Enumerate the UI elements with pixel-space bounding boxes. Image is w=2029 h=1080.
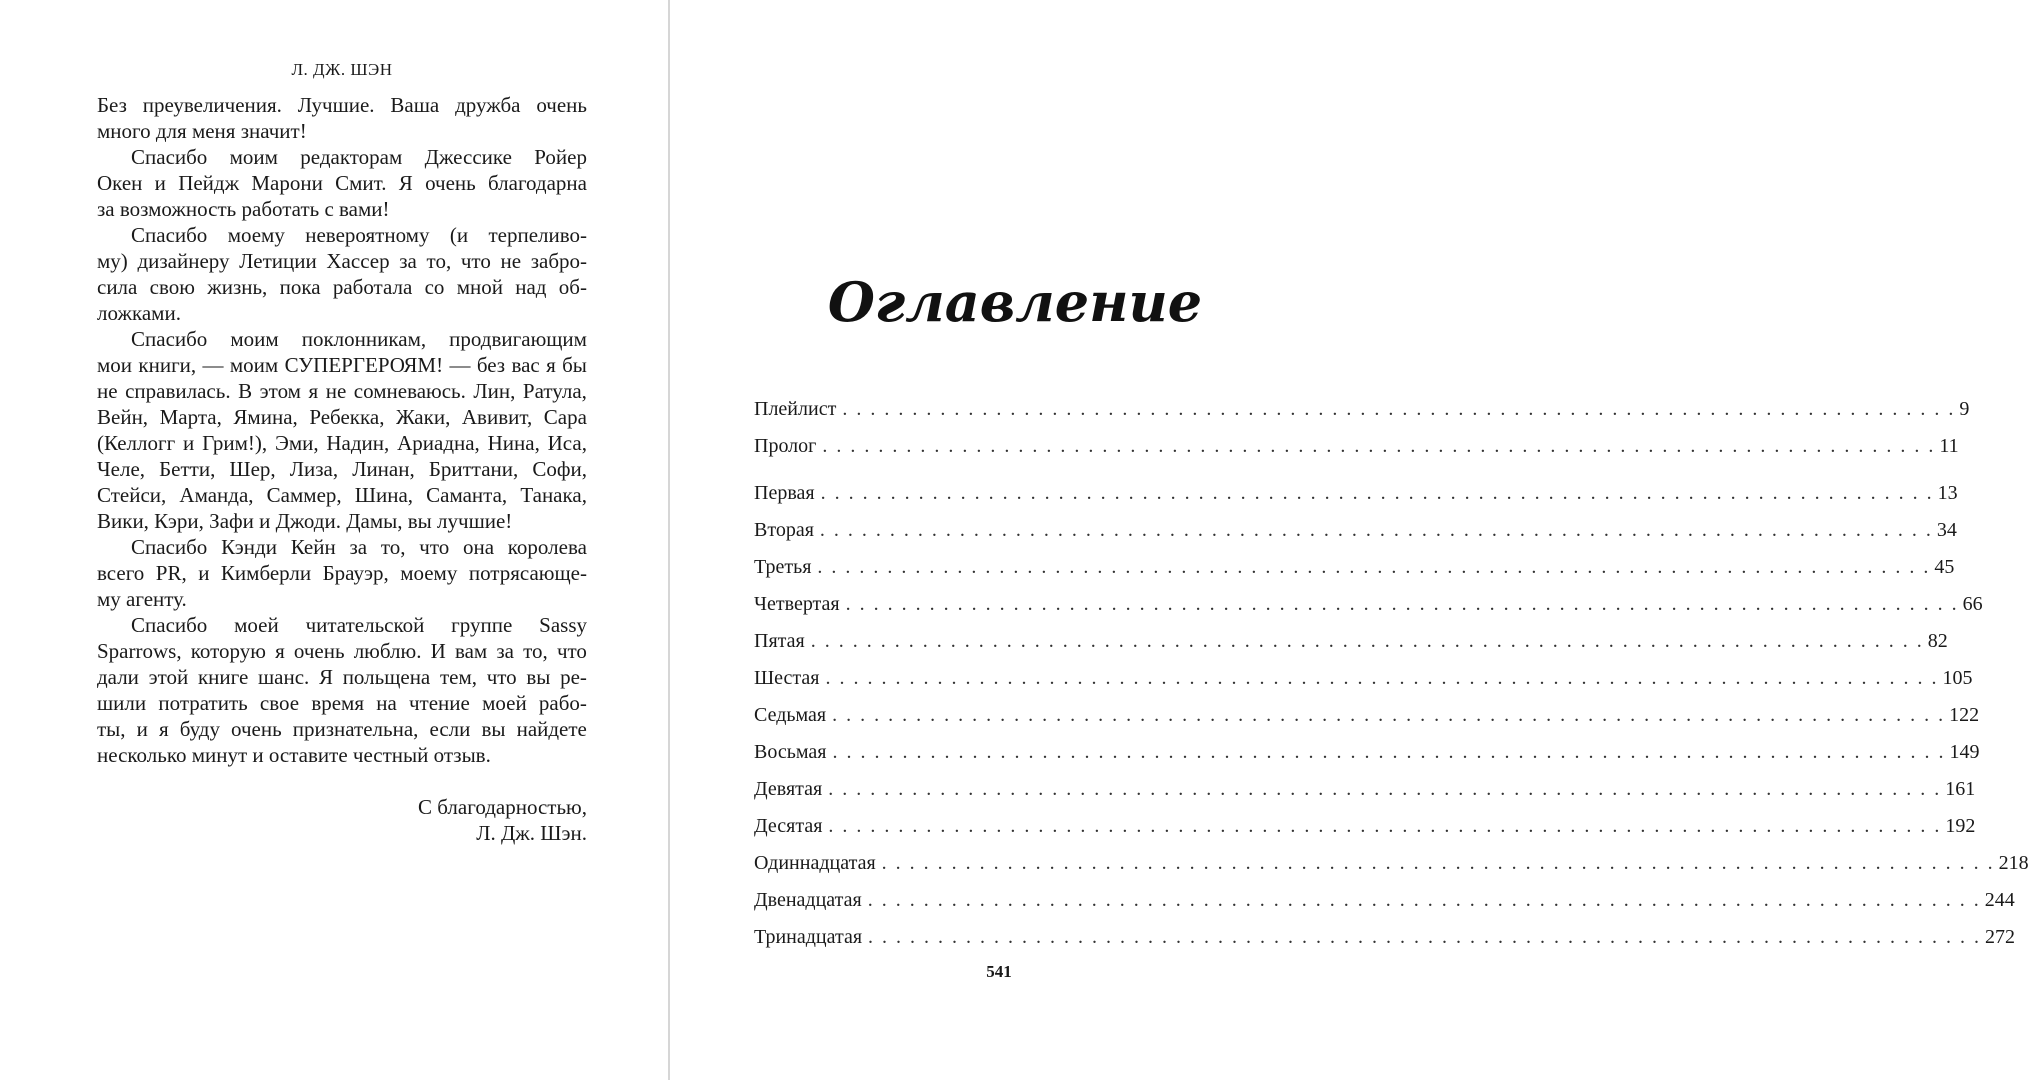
toc-entry-title: Пятая (754, 630, 805, 652)
text-line: Спасибо моей читательской группе Sassy (131, 613, 587, 637)
toc-leader-dots: . . . . . . . . . . . . . . . . . . . . . . . . . . . . . . . . . . . . . . . . . . . . . . . . . . . . . . . . . . . . . . . . . . . . . . . . . . . . . . . . (819, 519, 1933, 541)
toc-entry-page: 244 (1984, 889, 2015, 911)
page-number: 541 (986, 962, 1012, 981)
toc-entry[interactable] (754, 512, 1957, 549)
text-line: не справилась. В этом я не сомневаюсь. Лин, Ратула, (97, 379, 587, 403)
toc-leader-dots: . . . . . . . . . . . . . . . . . . . . . . . . . . . . . . . . . . . . . . . . . . . . . . . . . . . . . . . . . . . . . . . . . . . . . . . . . . . . . . . . (881, 852, 1995, 874)
toc-leader-dots: . . . . . . . . . . . . . . . . . . . . . . . . . . . . . . . . . . . . . . . . . . . . . . . . . . . . . . . . . . . . . . . . . . . . . . . . . . . . . . . . (828, 815, 1942, 837)
text-line: шили потратить свое время на чтение моей рабо- (97, 691, 587, 715)
toc-entry-title: Девятая (754, 778, 823, 800)
toc-leader-dots: . . . . . . . . . . . . . . . . . . . . . . . . . . . . . . . . . . . . . . . . . . . . . . . . . . . . . . . . . . . . . . . . . . . . . . . . . . . . . . . . (828, 778, 1942, 800)
signature-closing: С благодарностью, (418, 795, 587, 819)
text-line: несколько минут и оставите честный отзыв. (97, 743, 491, 767)
toc-entry-title: Седьмая (754, 704, 827, 726)
text-line: Sparrows, которую я очень люблю. И вам за то, что (97, 639, 587, 663)
toc-entry[interactable] (754, 475, 1958, 512)
toc-leader-dots: . . . . . . . . . . . . . . . . . . . . . . . . . . . . . . . . . . . . . . . . . . . . . . . . . . . . . . . . . . . . . . . . . . . . . . . . . . . . . . . . (825, 667, 1939, 689)
signature (97, 794, 587, 846)
toc-entry[interactable] (754, 549, 1955, 586)
toc-entry-page: 82 (1927, 630, 1948, 652)
toc-entry[interactable] (754, 919, 2016, 956)
toc-leader-dots: . . . . . . . . . . . . . . . . . . . . . . . . . . . . . . . . . . . . . . . . . . . . . . . . . . . . . . . . . . . . . . . . . . . . . . . . . . . . . . . . (867, 889, 1981, 911)
text-line: Вейн, Марта, Ямина, Ребекка, Жаки, Авивит, Сара (97, 405, 587, 429)
toc-entry-title: Тринадцатая (754, 926, 863, 948)
text-line: Без преувеличения. Лучшие. Ваша дружба очень (97, 93, 587, 117)
toc-entry-title: Десятая (754, 815, 823, 837)
toc-entry-title: Вторая (754, 519, 814, 541)
toc-entry[interactable] (754, 660, 1973, 697)
text-line: Спасибо моим поклонникам, продвигающим (131, 327, 587, 351)
text-line: Спасибо моему невероятному (и терпеливо- (131, 223, 587, 247)
toc-entry[interactable] (754, 808, 1976, 845)
toc-entry[interactable] (754, 428, 1959, 465)
toc-leader-dots: . . . . . . . . . . . . . . . . . . . . . . . . . . . . . . . . . . . . . . . . . . . . . . . . . . . . . . . . . . . . . . . . . . . . . . . . . . . . . . . . (820, 482, 1934, 504)
toc-entry-page: 105 (1942, 667, 1973, 689)
toc-entry-title: Одиннадцатая (754, 852, 876, 874)
acknowledgements-text (97, 92, 587, 768)
toc-entry-page: 45 (1934, 556, 1955, 578)
toc-entry-title: Плейлист (754, 398, 837, 420)
toc-entry-page: 122 (1949, 704, 1980, 726)
text-line: за возможность работать с вами! (97, 197, 390, 221)
toc-entry-page: 192 (1945, 815, 1976, 837)
toc-entry-title: Четвертая (754, 593, 840, 615)
text-line: много для меня значит! (97, 119, 307, 143)
toc-leader-dots: . . . . . . . . . . . . . . . . . . . . . . . . . . . . . . . . . . . . . . . . . . . . . . . . . . . . . . . . . . . . . . . . . . . . . . . . . . . . . . . . (832, 704, 1946, 726)
text-line: му) дизайнеру Летиции Хассер за то, что не забро- (97, 249, 587, 273)
toc-entry-page: 34 (1936, 519, 1957, 541)
toc-entry[interactable] (754, 586, 1983, 623)
text-line: Спасибо моим редакторам Джессике Ройер (131, 145, 587, 169)
toc-leader-dots: . . . . . . . . . . . . . . . . . . . . . . . . . . . . . . . . . . . . . . . . . . . . . . . . . . . . . . . . . . . . . . . . . . . . . . . . . . . . . . . . (842, 398, 1956, 420)
text-line: Окен и Пейдж Марони Смит. Я очень благодарна (97, 171, 587, 195)
toc-entry-page: 9 (1959, 398, 1970, 420)
toc-leader-dots: . . . . . . . . . . . . . . . . . . . . . . . . . . . . . . . . . . . . . . . . . . . . . . . . . . . . . . . . . . . . . . . . . . . . . . . . . . . . . . . . (822, 435, 1936, 457)
toc-entry[interactable] (754, 697, 1980, 734)
toc-leader-dots: . . . . . . . . . . . . . . . . . . . . . . . . . . . . . . . . . . . . . . . . . . . . . . . . . . . . . . . . . . . . . . . . . . . . . . . . . . . . . . . . (817, 556, 1931, 578)
toc-leader-dots: . . . . . . . . . . . . . . . . . . . . . . . . . . . . . . . . . . . . . . . . . . . . . . . . . . . . . . . . . . . . . . . . . . . . . . . . . . . . . . . . (810, 630, 1924, 652)
text-line: дали этой книге шанс. Я польщена тем, что вы ре- (97, 665, 587, 689)
text-line: Челе, Бетти, Шер, Лиза, Линан, Бриттани, Софи, (97, 457, 587, 481)
text-line: всего PR, и Кимберли Брауэр, моему потрясающе- (97, 561, 587, 585)
toc-entry-title: Двенадцатая (754, 889, 862, 911)
toc-section-gap (754, 465, 1244, 475)
left-page (0, 0, 669, 1080)
toc-heading: Оглавление (827, 270, 1203, 334)
text-line: сила свою жизнь, пока работала со мной над об- (97, 275, 587, 299)
text-line: ложками. (97, 301, 181, 325)
table-of-contents (754, 391, 2029, 956)
text-line: (Келлогг и Грим!), Эми, Надин, Ариадна, Нина, Иса, (97, 431, 587, 455)
toc-entry-page: 272 (1985, 926, 2016, 948)
text-line: Спасибо Кэнди Кейн за то, что она королева (131, 535, 587, 559)
toc-entry[interactable] (754, 882, 2015, 919)
text-line: мои книги, — моим СУПЕРГЕРОЯМ! — без вас я бы (97, 353, 587, 377)
toc-entry-title: Первая (754, 482, 815, 504)
toc-entry-title: Пролог (754, 435, 817, 457)
toc-entry[interactable] (754, 734, 1980, 771)
text-line: Стейси, Аманда, Саммер, Шина, Саманта, Танака, (97, 483, 587, 507)
toc-entry-page: 161 (1945, 778, 1976, 800)
text-line: му агенту. (97, 587, 187, 611)
toc-entry-page: 11 (1939, 435, 1959, 457)
toc-entry[interactable] (754, 391, 1970, 428)
toc-entry-title: Шестая (754, 667, 820, 689)
toc-leader-dots: . . . . . . . . . . . . . . . . . . . . . . . . . . . . . . . . . . . . . . . . . . . . . . . . . . . . . . . . . . . . . . . . . . . . . . . . . . . . . . . . (832, 741, 1946, 763)
toc-entry[interactable] (754, 771, 1976, 808)
running-head: Л. ДЖ. ШЭН (291, 60, 393, 79)
toc-entry-page: 13 (1937, 482, 1958, 504)
toc-entry[interactable] (754, 845, 2029, 882)
signature-author: Л. Дж. Шэн. (476, 821, 587, 845)
toc-entry-title: Восьмая (754, 741, 827, 763)
toc-entry-page: 149 (1949, 741, 1980, 763)
toc-entry-title: Третья (754, 556, 812, 578)
toc-entry[interactable] (754, 623, 1948, 660)
text-line: ты, и я буду очень признательна, если вы найдете (97, 717, 587, 741)
text-line: Вики, Кэри, Зафи и Джоди. Дамы, вы лучшие! (97, 509, 513, 533)
toc-leader-dots: . . . . . . . . . . . . . . . . . . . . . . . . . . . . . . . . . . . . . . . . . . . . . . . . . . . . . . . . . . . . . . . . . . . . . . . . . . . . . . . . (845, 593, 1959, 615)
toc-entry-page: 218 (1998, 852, 2029, 874)
toc-leader-dots: . . . . . . . . . . . . . . . . . . . . . . . . . . . . . . . . . . . . . . . . . . . . . . . . . . . . . . . . . . . . . . . . . . . . . . . . . . . . . . . . (868, 926, 1982, 948)
toc-entry-page: 66 (1962, 593, 1983, 615)
